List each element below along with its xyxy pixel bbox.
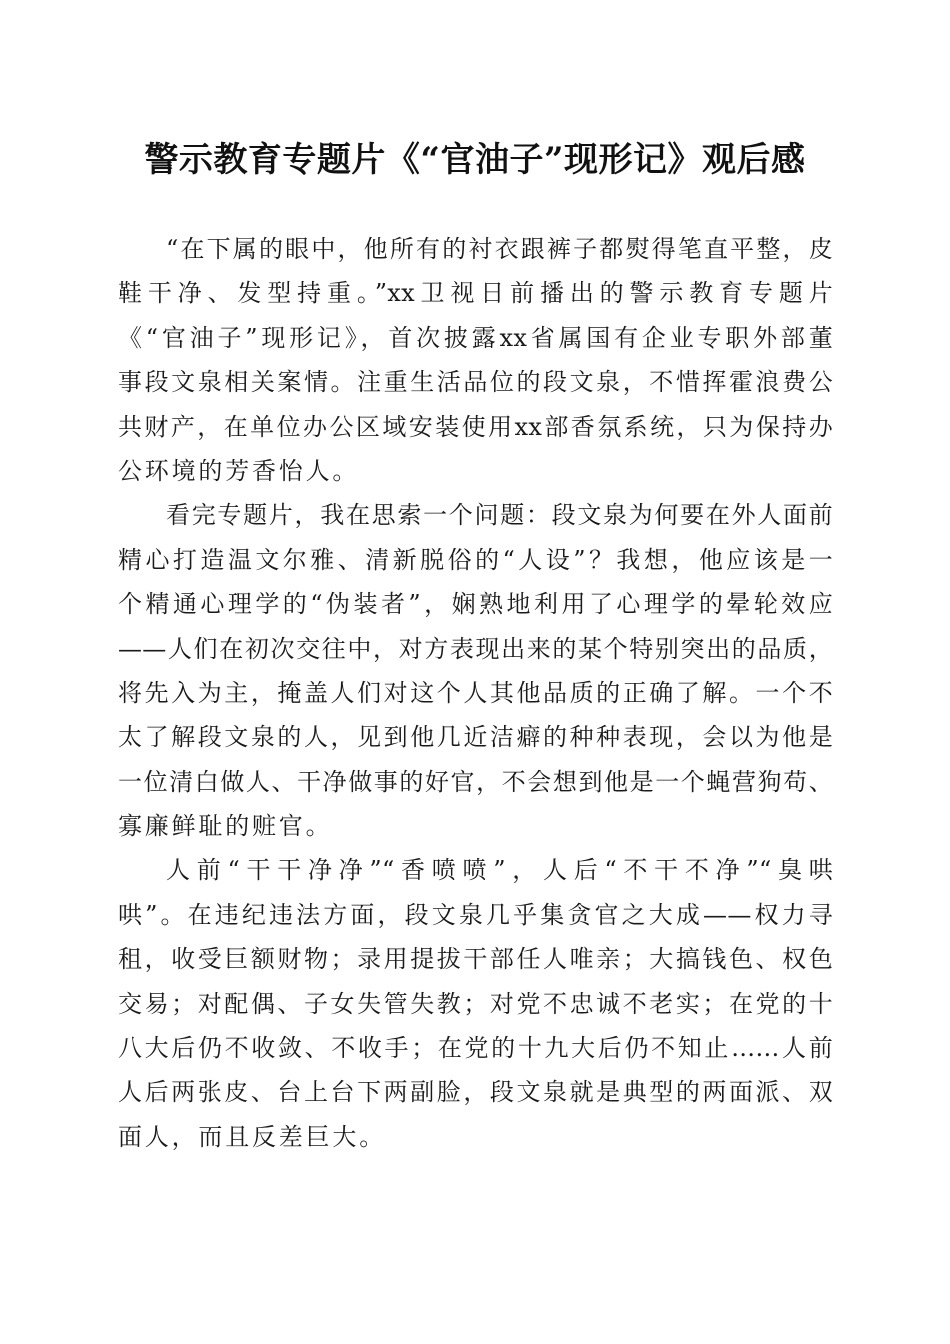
document-body: [118, 227, 833, 1159]
paragraph-line: 面人，而且反差巨大。: [118, 1122, 386, 1151]
paragraph-line: 太了解段文泉的人，见到他几近洁癖的种种表现，会以为他是: [118, 723, 833, 752]
document-title: 警示教育专题片《“官油子”现形记》观后感: [144, 140, 806, 180]
paragraph-line: 八大后仍不收敛、不收手；在党的十九大后仍不知止……人前: [118, 1034, 833, 1063]
paragraph-line: 《“官油子”现形记》，首次披露xx省属国有企业专职外部董: [118, 323, 833, 352]
paragraph-line: 共财产，在单位办公区域安装使用xx部香氛系统，只为保持办: [118, 412, 833, 441]
paragraph-line: 一位清白做人、干净做事的好官，不会想到他是一个蝇营狗苟、: [118, 767, 833, 796]
paragraph-line: 人前“干干净净”“香喷喷”，人后“不干不净”“臭哄: [166, 856, 833, 885]
paragraph-line: 租，收受巨额财物；录用提拔干部任人唯亲；大搞钱色、权色: [118, 945, 833, 974]
paragraph-line: 交易；对配偶、子女失管失教；对党不忠诚不老实；在党的十: [118, 989, 833, 1018]
paragraph-line: 精心打造温文尔雅、清新脱俗的“人设”？我想，他应该是一: [118, 545, 833, 574]
paragraph-line: 事段文泉相关案情。注重生活品位的段文泉，不惜挥霍浪费公: [118, 368, 833, 397]
paragraph-line: 看完专题片，我在思索一个问题：段文泉为何要在外人面前: [166, 501, 833, 530]
paragraph-line: 公环境的芳香怡人。: [118, 456, 360, 485]
paragraph-1: [118, 227, 833, 493]
paragraph-line: 鞋干净、发型持重。”xx卫视日前播出的警示教育专题片: [118, 279, 833, 308]
paragraph-2: [118, 493, 833, 848]
paragraph-line: 个精通心理学的“伪装者”，娴熟地利用了心理学的晕轮效应: [118, 590, 833, 619]
paragraph-line: 寡廉鲜耻的赃官。: [118, 812, 333, 841]
paragraph-line: 将先入为主，掩盖人们对这个人其他品质的正确了解。一个不: [118, 678, 833, 707]
paragraph-line: 人后两张皮、台上台下两副脸，段文泉就是典型的两面派、双: [118, 1078, 833, 1107]
paragraph-line: ——人们在初次交往中，对方表现出来的某个特别突出的品质，: [118, 634, 833, 663]
paragraph-line: “在下属的眼中，他所有的衬衣跟裤子都熨得笔直平整，皮: [166, 235, 833, 263]
paragraph-3: [118, 848, 833, 1159]
paragraph-line: 哄”。在违纪违法方面，段文泉几乎集贪官之大成——权力寻: [118, 900, 833, 929]
